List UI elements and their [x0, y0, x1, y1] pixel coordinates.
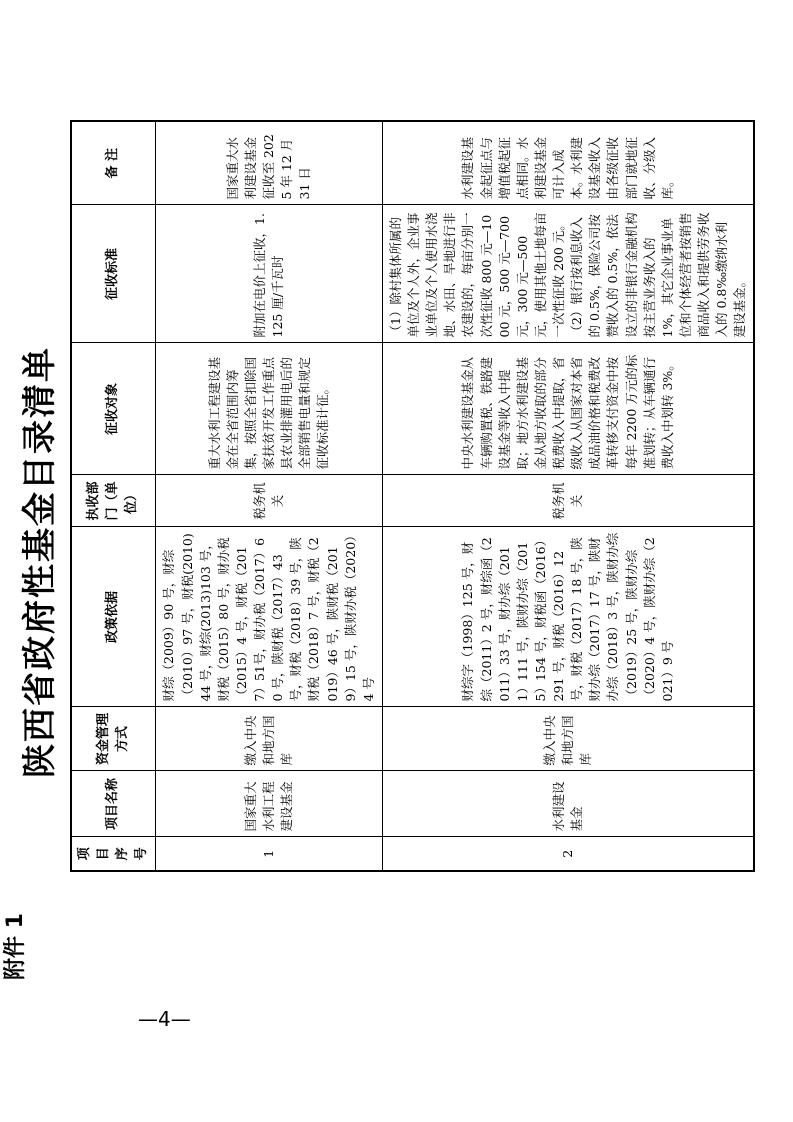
- table-row: [156, 121, 383, 871]
- row-name: 水利建设基金: [382, 771, 754, 837]
- table-header-row: [71, 121, 156, 871]
- fund-table: [70, 120, 755, 872]
- attachment-label: 附件 1: [3, 913, 28, 980]
- header-no: 项目序号: [71, 837, 156, 871]
- table-row: [382, 121, 754, 871]
- header-dept: 执收部门（单位）: [71, 475, 156, 527]
- header-remark: 备 注: [71, 121, 156, 205]
- header-object: 征收对象: [71, 343, 156, 475]
- row-basis: 财综字（1998）125 号，财综（2011）2 号，财综函（2011）33 号，财办综（2011）111 号，陕财办综（2015）154 号，财税函（2016）291 号，财税（2016）12 号，财税（2017）18 号，陕财办综（2017）17 号，陕财办综（2018）3 号，陕财办综（2019）25 号，陕财办综（2020）4 号，陕财办综（2021）9 号: [382, 527, 754, 707]
- page-number: —4—: [138, 1007, 191, 1031]
- row-object: 中央水利建设基金从车辆购置税、铁路建设基金等收入中提取；地方水利建设基金从地方收取的部分税费收入中提取，省级收入从国家对本省成品油价格和税费改革转移支付资金中按每年 2200 万元的标准划转；从车辆通行费收入中划转 3%。: [382, 343, 754, 475]
- row-management: 缴入中央和地方国库: [156, 707, 383, 771]
- row-standard: （1）除村集体所属的单位及个人外，企业事业单位及个人使用水浇地、水田、旱地进行非农建设的，每亩分别一次性征收 800 元—1000 元，500 元—700 元，300 元—500 元，使用其他土地每亩一次性征收 200 元。（2）银行按利息收入的 0.5%，保险公司按赞收入的 0.5%，依法设立的非银行金融机构按主营业务收入的 1%，其它企业事业单位和个体经营者按销售商品收入和提供劳务收入的 0.8‰缴纳水利建设基金。: [382, 205, 754, 343]
- row-no: 2: [382, 837, 754, 871]
- header-basis: 政策依据: [71, 527, 156, 707]
- row-dept: 税务机关: [156, 475, 383, 527]
- row-management: 缴入中央和地方国库: [382, 707, 754, 771]
- header-management: 资金管理方式: [71, 707, 156, 771]
- row-basis: 财综（2009）90 号，财综（2010）97 号，财税(2010)44 号，财综(2013)103 号，财税（2015）80 号，财办税（2015）4 号，财税（2017）51号，财办税（2017）60 号，陕财税（2017）43 号，财税（2018）39 号，陕财税（2018）7 号，财税（2019）46 号，陕财税（2019）15 号，陕财办税（2020）4 号: [156, 527, 383, 707]
- row-name: 国家重大水利工程建设基金: [156, 771, 383, 837]
- header-standard: 征收标准: [71, 205, 156, 343]
- row-remark: 国家重大水利建设基金征收至 2025 年 12 月 31 日: [156, 121, 383, 205]
- row-remark: 水利建设基金起征点与增值税起征点相同。水利建设基金可计入成本。水利建设基金收入由各级征收部门就地征收、分级入库。: [382, 121, 754, 205]
- rotated-page: [0, 122, 748, 1002]
- row-dept: 税务机关: [382, 475, 754, 527]
- page-title: 陕西省政府性基金目录清单: [20, 346, 60, 778]
- header-name: 项目名称: [71, 771, 156, 837]
- row-object: 重大水利工程建设基金在全省范围内筹集，按照全省扣除国家扶贫开发工作重点县农业排灌用电后的全部销售电量和规定征收标准计征。: [156, 343, 383, 475]
- row-standard: 附加在电价上征收，1.125 厘/千瓦时: [156, 205, 383, 343]
- row-no: 1: [156, 837, 383, 871]
